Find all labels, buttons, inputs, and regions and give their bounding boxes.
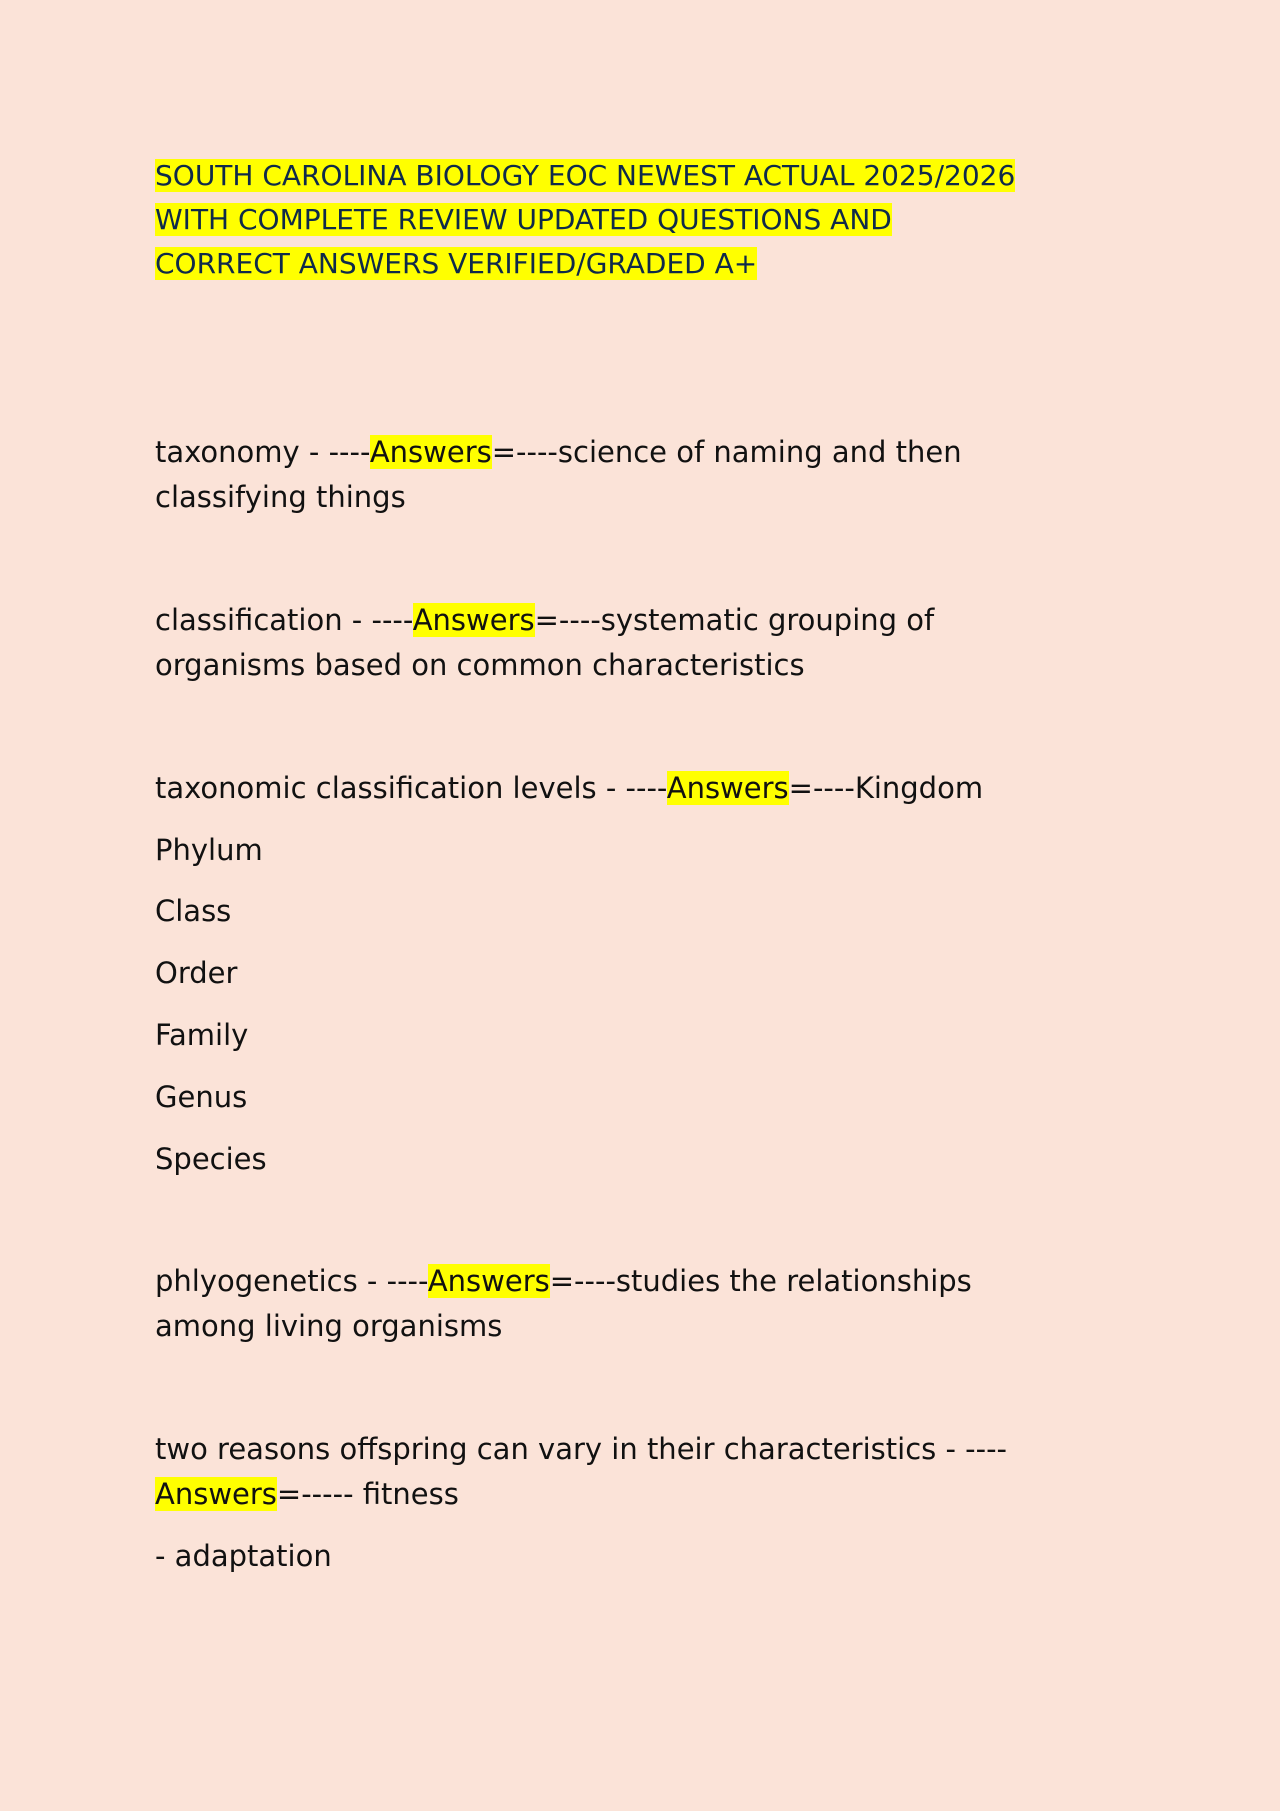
qa-entry-phylogenetics	[155, 1259, 1115, 1349]
answer-text: =----Kingdom	[788, 771, 984, 805]
term: taxonomy - ----	[155, 435, 370, 469]
term: phlyogenetics - ----	[155, 1264, 428, 1298]
title-line: SOUTH CAROLINA BIOLOGY EOC NEWEST ACTUAL 2025/2026	[155, 159, 1016, 192]
answer-text: =----systematic grouping of	[534, 603, 935, 637]
qa-entry-offspring-variation	[155, 1427, 1155, 1517]
list-item: Phylum	[155, 833, 263, 867]
answers-marker: Answers	[369, 435, 492, 469]
answer-continuation: among living organisms	[155, 1309, 503, 1343]
answers-marker: Answers	[427, 1264, 550, 1298]
term: taxonomic classification levels - ----	[155, 771, 667, 805]
qa-text	[155, 430, 1115, 475]
qa-text	[155, 1259, 1115, 1304]
answer-text: =----science of naming and then	[491, 435, 962, 469]
answers-marker: Answers	[666, 771, 789, 805]
title-line: CORRECT ANSWERS VERIFIED/GRADED A+	[155, 247, 758, 280]
qa-entry-taxonomic-levels	[155, 766, 1115, 811]
term: classification - ----	[155, 603, 413, 637]
answer-continuation: organisms based on common characteristics	[155, 648, 805, 682]
list-item: Family	[155, 1018, 249, 1052]
list-item: - adaptation	[155, 1539, 332, 1573]
list-item: Class	[155, 894, 232, 928]
answer-text: =----studies the relationships	[549, 1264, 972, 1298]
title-line: WITH COMPLETE REVIEW UPDATED QUESTIONS AND	[155, 203, 892, 236]
term: two reasons offspring can vary in their characteristics - ----	[155, 1432, 1008, 1466]
list-item: Species	[155, 1142, 267, 1176]
qa-entry-taxonomy	[155, 430, 1115, 520]
answers-marker: Answers	[412, 603, 535, 637]
qa-text	[155, 766, 1115, 811]
document-title	[155, 154, 1135, 286]
answer-continuation: classifying things	[155, 480, 406, 514]
qa-entry-classification	[155, 598, 1115, 688]
list-item: Genus	[155, 1080, 248, 1114]
answers-marker: Answers	[155, 1477, 277, 1511]
qa-text	[155, 598, 1115, 643]
answer-text: =----- fitness	[276, 1477, 459, 1511]
qa-text	[155, 1427, 1155, 1517]
list-item: Order	[155, 956, 238, 990]
